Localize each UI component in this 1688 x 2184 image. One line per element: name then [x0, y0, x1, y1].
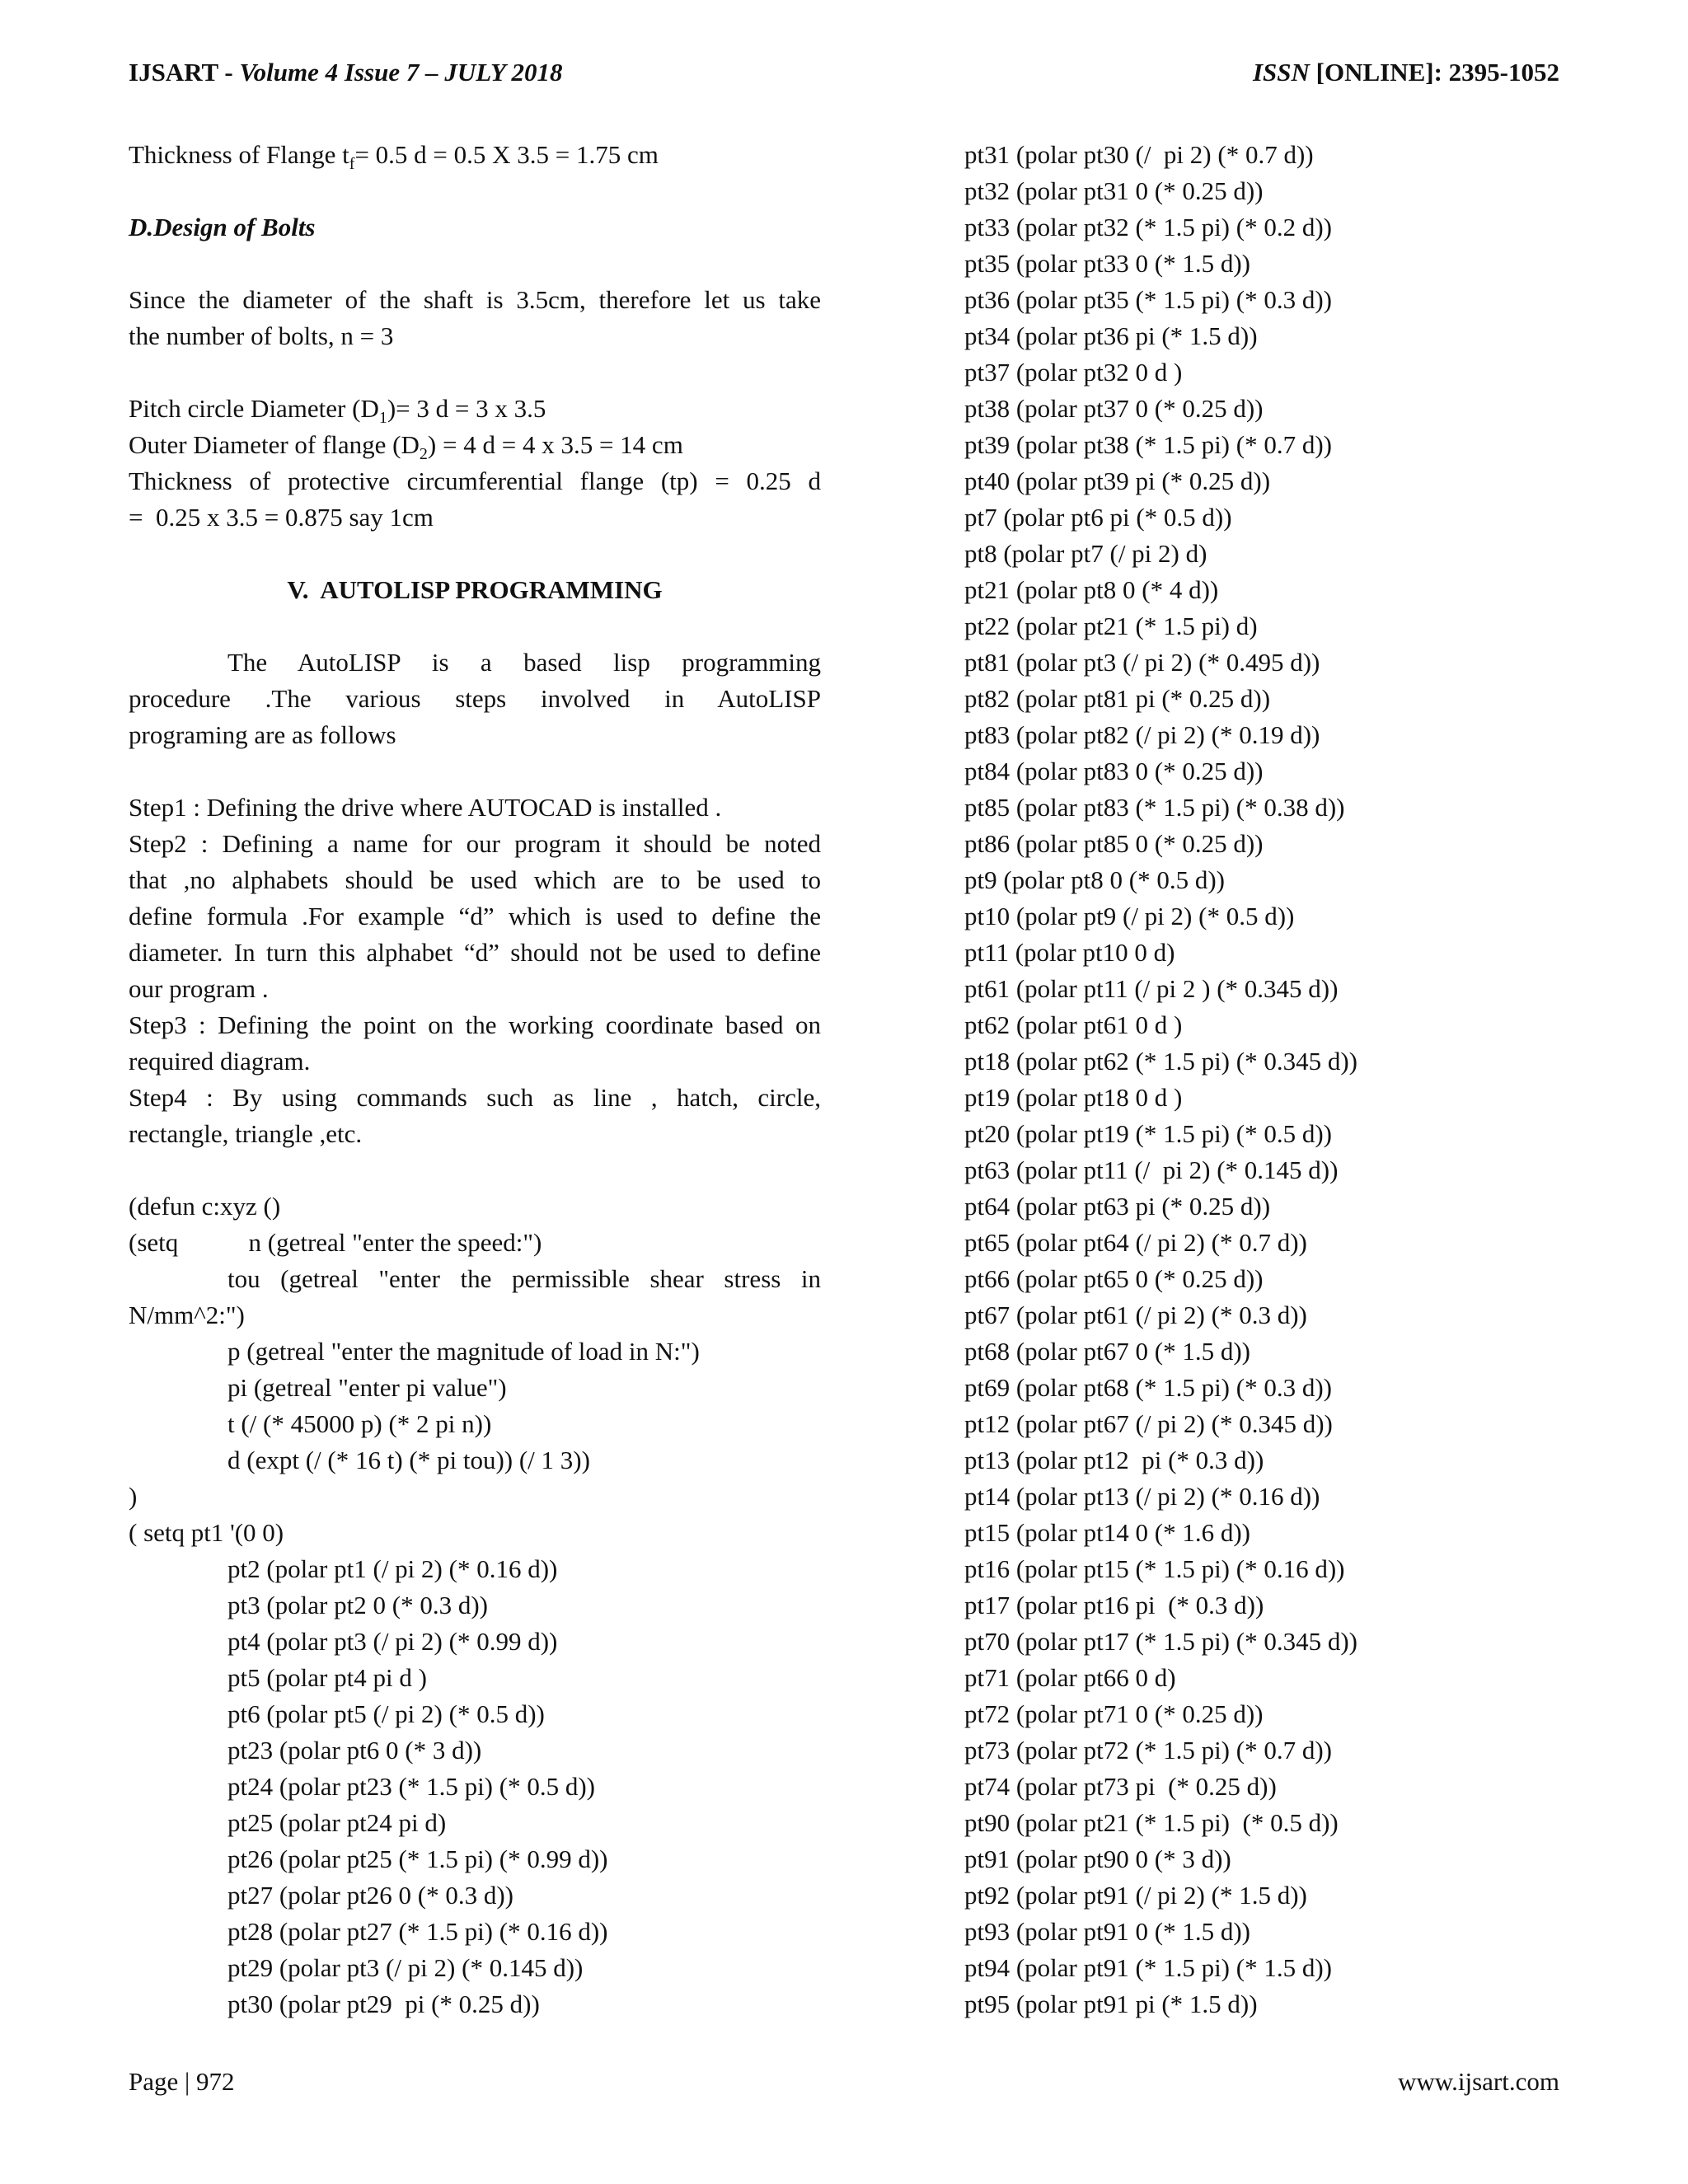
code-line: pt73 (polar pt72 (* 1.5 pi) (* 0.7 d)) [964, 1736, 1332, 1765]
code-line: pt93 (polar pt91 0 (* 1.5 d)) [964, 1917, 1250, 1946]
code-line: pt3 (polar pt2 0 (* 0.3 d)) [227, 1591, 488, 1619]
code-line: d (expt (/ (* 16 t) (* pi tou)) (/ 1 3)) [227, 1446, 590, 1474]
bolts-heading: D.Design of Bolts [129, 213, 316, 241]
code-line: pi (getreal "enter pi value") [227, 1373, 507, 1402]
code-line: pt21 (polar pt8 0 (* 4 d)) [964, 575, 1219, 604]
code-line: pt90 (polar pt21 (* 1.5 pi) (* 0.5 d)) [964, 1808, 1339, 1837]
code-line: pt31 (polar pt30 (/ pi 2) (* 0.7 d)) [964, 140, 1314, 169]
code-line: pt16 (polar pt15 (* 1.5 pi) (* 0.16 d)) [964, 1554, 1345, 1583]
code-line: pt34 (polar pt36 pi (* 1.5 d)) [964, 321, 1258, 350]
page-number: Page | 972 [129, 2067, 235, 2096]
code-line: pt7 (polar pt6 pi (* 0.5 d)) [964, 503, 1232, 532]
left-column [129, 137, 821, 2022]
code-line: pt20 (polar pt19 (* 1.5 pi) (* 0.5 d)) [964, 1119, 1332, 1148]
code-line: pt4 (polar pt3 (/ pi 2) (* 0.99 d)) [227, 1627, 558, 1656]
code-line: pt36 (polar pt35 (* 1.5 pi) (* 0.3 d)) [964, 285, 1332, 314]
intro-line: programing are as follows [129, 720, 396, 749]
intro-line: procedure .The various steps involved in AutoLISP [129, 684, 821, 713]
website-link[interactable]: www.ijsart.com [1397, 2067, 1559, 2096]
code-line: pt61 (polar pt11 (/ pi 2 ) (* 0.345 d)) [964, 974, 1339, 1003]
code-line: pt5 (polar pt4 pi d ) [227, 1663, 427, 1692]
code-line: pt10 (polar pt9 (/ pi 2) (* 0.5 d)) [964, 902, 1295, 930]
code-line: pt35 (polar pt33 0 (* 1.5 d)) [964, 249, 1250, 278]
right-column [964, 137, 1558, 2022]
code-line: pt64 (polar pt63 pi (* 0.25 d)) [964, 1192, 1271, 1221]
code-line: pt19 (polar pt18 0 d ) [964, 1083, 1183, 1112]
code-line: pt86 (polar pt85 0 (* 0.25 d)) [964, 829, 1264, 858]
code-line: pt12 (polar pt67 (/ pi 2) (* 0.345 d)) [964, 1409, 1333, 1438]
code-line: tou (getreal "enter the permissible shear stress in [227, 1264, 821, 1293]
code-line: pt26 (polar pt25 (* 1.5 pi) (* 0.99 d)) [227, 1844, 608, 1873]
code-line: pt30 (polar pt29 pi (* 0.25 d)) [227, 1990, 540, 2018]
step-2-line: our program . [129, 974, 269, 1003]
step-2-line: Step2 : Defining a name for our program it should be noted [129, 829, 821, 858]
code-line: pt83 (polar pt82 (/ pi 2) (* 0.19 d)) [964, 720, 1320, 749]
issn-header [1253, 58, 1559, 87]
code-line: pt14 (polar pt13 (/ pi 2) (* 0.16 d)) [964, 1482, 1320, 1511]
code-line: pt18 (polar pt62 (* 1.5 pi) (* 0.345 d)) [964, 1047, 1357, 1076]
flange-thickness: Thickness of Flange $t_f= 0.5$ d = 0.5 X 3.5 = 1.75 cm [129, 140, 659, 174]
journal-name: IJSART [129, 58, 218, 87]
code-point-list [129, 1551, 821, 2022]
pitch-circle-diameter: Pitch circle Diameter $(D_1)= 3$ d = 3 x 3.5 [129, 394, 546, 428]
code-line: pt62 (polar pt61 0 d ) [964, 1010, 1183, 1039]
code-line: pt22 (polar pt21 (* 1.5 pi) d) [964, 612, 1258, 640]
step-4-line: rectangle, triangle ,etc. [129, 1119, 363, 1148]
code-line: pt9 (polar pt8 0 (* 0.5 d)) [964, 865, 1225, 894]
code-line: pt63 (polar pt11 (/ pi 2) (* 0.145 d)) [964, 1155, 1339, 1184]
code-line: pt71 (polar pt66 0 d) [964, 1663, 1176, 1692]
code-line: pt15 (polar pt14 0 (* 1.6 d)) [964, 1518, 1250, 1547]
journal-header: IJSART - Volume 4 Issue 7 – JULY 2018 [129, 58, 563, 87]
code-line: pt65 (polar pt64 (/ pi 2) (* 0.7 d)) [964, 1228, 1307, 1257]
code-line: pt23 (polar pt6 0 (* 3 d)) [227, 1736, 482, 1765]
issn-value: [ONLINE]: 2395-1052 [1309, 58, 1559, 87]
code-line: pt8 (polar pt7 (/ pi 2) d) [964, 539, 1207, 568]
code-line: pt33 (polar pt32 (* 1.5 pi) (* 0.2 d)) [964, 213, 1332, 241]
code-line: pt28 (polar pt27 (* 1.5 pi) (* 0.16 d)) [227, 1917, 608, 1946]
code-line: (defun c:xyz () [129, 1192, 281, 1221]
code-line: pt24 (polar pt23 (* 1.5 pi) (* 0.5 d)) [227, 1772, 595, 1801]
bolts-paragraph-line: Since the diameter of the shaft is 3.5cm, therefore let us take [129, 285, 821, 314]
code-line: pt32 (polar pt31 0 (* 0.25 d)) [964, 176, 1264, 205]
code-line: pt25 (polar pt24 pi d) [227, 1808, 447, 1837]
code-line: pt29 (polar pt3 (/ pi 2) (* 0.145 d)) [227, 1953, 584, 1982]
section-heading: V. AUTOLISP PROGRAMMING [287, 575, 663, 604]
code-line: pt68 (polar pt67 0 (* 1.5 d)) [964, 1337, 1250, 1366]
code-line: pt39 (polar pt38 (* 1.5 pi) (* 0.7 d)) [964, 430, 1332, 459]
code-line: pt74 (polar pt73 pi (* 0.25 d)) [964, 1772, 1277, 1801]
outer-diameter: Outer Diameter of flange $(D_2) = 4$ d = 4 x 3.5 = 14 cm [129, 430, 683, 464]
protective-flange-line: Thickness of protective circumferential flange (tp) = 0.25 d [129, 466, 821, 495]
journal-volume: Volume 4 Issue 7 – JULY 2018 [239, 58, 563, 87]
step-4-line: Step4 : By using commands such as line , hatch, circle, [129, 1083, 821, 1112]
code-line: pt81 (polar pt3 (/ pi 2) (* 0.495 d)) [964, 648, 1320, 677]
code-line: pt70 (polar pt17 (* 1.5 pi) (* 0.345 d)) [964, 1627, 1357, 1656]
step-2-line: diameter. In turn this alphabet “d” should not be used to define [129, 938, 821, 967]
code-line: pt67 (polar pt61 (/ pi 2) (* 0.3 d)) [964, 1301, 1307, 1329]
code-line: t (/ (* 45000 p) (* 2 pi n)) [227, 1409, 492, 1438]
code-line: pt95 (polar pt91 pi (* 1.5 d)) [964, 1990, 1258, 2018]
bolts-paragraph-line: the number of bolts, n = 3 [129, 321, 394, 350]
step-1: Step1 : Defining the drive where AUTOCAD is installed . [129, 793, 722, 822]
issn-label: ISSN [1252, 58, 1310, 87]
intro-line: The AutoLISP is a based lisp programming [227, 648, 821, 677]
step-2-line: define formula .For example “d” which is used to define the [129, 902, 821, 930]
code-line: pt17 (polar pt16 pi (* 0.3 d)) [964, 1591, 1264, 1619]
code-line: pt38 (polar pt37 0 (* 0.25 d)) [964, 394, 1264, 423]
step-3-line: required diagram. [129, 1047, 311, 1076]
code-line: ( setq pt1 '(0 0) [129, 1518, 284, 1547]
code-line: ) [129, 1482, 138, 1511]
code-line: pt92 (polar pt91 (/ pi 2) (* 1.5 d)) [964, 1881, 1307, 1910]
code-line: N/mm^2:") [129, 1301, 245, 1329]
code-line: (setq n (getreal "enter the speed:") [129, 1228, 542, 1257]
code-line: pt69 (polar pt68 (* 1.5 pi) (* 0.3 d)) [964, 1373, 1332, 1402]
code-line: p (getreal "enter the magnitude of load in N:") [227, 1337, 700, 1366]
code-line: pt27 (polar pt26 0 (* 0.3 d)) [227, 1881, 513, 1910]
protective-flange-line: = 0.25 x 3.5 = 0.875 say 1cm [129, 503, 434, 532]
code-line: pt94 (polar pt91 (* 1.5 pi) (* 1.5 d)) [964, 1953, 1332, 1982]
step-2-line: that ,no alphabets should be used which are to be used to [129, 865, 821, 894]
code-line: pt37 (polar pt32 0 d ) [964, 358, 1183, 387]
code-line: pt2 (polar pt1 (/ pi 2) (* 0.16 d)) [227, 1554, 558, 1583]
code-line: pt85 (polar pt83 (* 1.5 pi) (* 0.38 d)) [964, 793, 1345, 822]
code-line: pt82 (polar pt81 pi (* 0.25 d)) [964, 684, 1271, 713]
code-line: pt11 (polar pt10 0 d) [964, 938, 1175, 967]
code-line: pt84 (polar pt83 0 (* 0.25 d)) [964, 757, 1264, 785]
code-line: pt66 (polar pt65 0 (* 0.25 d)) [964, 1264, 1264, 1293]
code-line: pt13 (polar pt12 pi (* 0.3 d)) [964, 1446, 1264, 1474]
step-3-line: Step3 : Defining the point on the working coordinate based on [129, 1010, 821, 1039]
code-line: pt91 (polar pt90 0 (* 3 d)) [964, 1844, 1231, 1873]
code-line: pt6 (polar pt5 (/ pi 2) (* 0.5 d)) [227, 1699, 545, 1728]
code-line: pt40 (polar pt39 pi (* 0.25 d)) [964, 466, 1271, 495]
code-line: pt72 (polar pt71 0 (* 0.25 d)) [964, 1699, 1264, 1728]
